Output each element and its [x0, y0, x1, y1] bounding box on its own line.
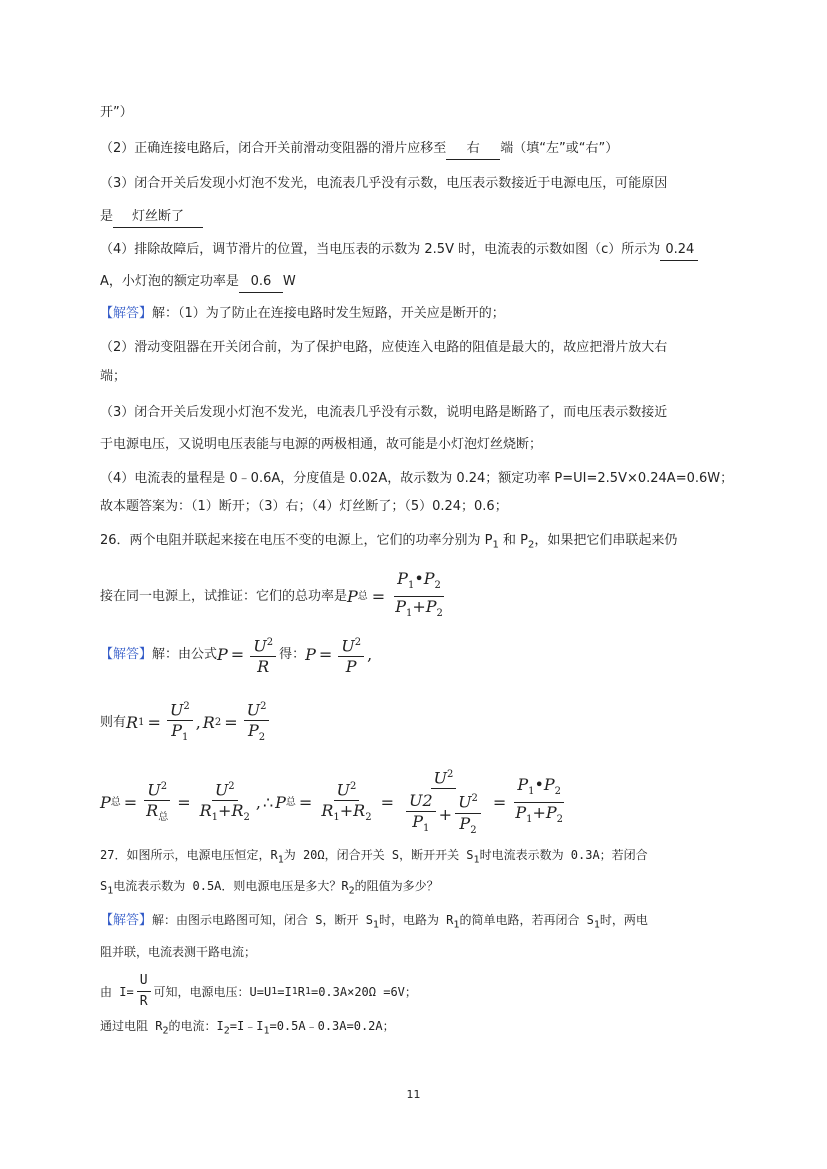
subscript: 2 [348, 885, 355, 897]
numerator: U2 [406, 792, 436, 812]
solution-27-line-2 [100, 942, 256, 962]
fraction [318, 778, 374, 828]
subscript: 1 [453, 919, 460, 931]
symbol: + [339, 801, 354, 821]
text: 的阻值为多少？ [354, 879, 439, 893]
subscript: 1 [372, 919, 379, 931]
subscript: 1 [263, 1025, 270, 1037]
subscript: 2 [365, 812, 372, 824]
superscript: 2 [350, 781, 357, 793]
symbol: R [202, 712, 215, 732]
question-26-line [100, 531, 677, 556]
text: （3）闭合开关后发现小灯泡不发光，电流表几乎没有示数，说明电路是断路了，而电压表示数接近 [100, 405, 668, 420]
symbol: R [231, 801, 244, 821]
numerator [338, 634, 364, 657]
denominator [512, 803, 566, 829]
symbol: P [515, 803, 527, 823]
text: 由 I= [100, 984, 134, 999]
symbol: U [169, 700, 184, 720]
numerator [334, 778, 360, 801]
answer-blank: 0.6 [239, 272, 283, 293]
page-number: 11 [406, 1088, 421, 1101]
superscript: 2 [260, 701, 267, 712]
answer-blank: 右 [446, 139, 500, 160]
numerator [144, 778, 170, 801]
text: =0.5A﹣0.3A=0.2A； [269, 1019, 395, 1033]
subscript: 2 [528, 539, 535, 551]
answer-line [100, 304, 505, 324]
symbol: U [246, 700, 261, 720]
symbol: P [171, 721, 182, 741]
subscript: 2 [214, 716, 222, 728]
answer-blank: 灯丝断了 [113, 207, 203, 228]
numerator [167, 698, 193, 721]
symbol: • [414, 569, 424, 588]
symbol: = [230, 645, 245, 665]
fraction [197, 778, 253, 828]
subscript: 1 [138, 716, 145, 728]
text: （2）正确连接电路后，闭合开关前滑动变阻器的滑片应移至 [100, 141, 447, 156]
fraction [244, 698, 270, 748]
subscript: 2 [434, 580, 441, 592]
symbol: + [412, 597, 426, 617]
subscript: 总 [158, 812, 169, 824]
text: 时，电路为 R [378, 913, 454, 927]
text: （3）闭合开关后发现小灯泡不发光，电流表几乎没有示数，电压表示数接近于电源电压，可能原因 [100, 176, 668, 191]
symbol: = [123, 792, 138, 812]
text: 通过电阻 R [100, 1019, 163, 1033]
text: 解：（1）为了防止在连接电路时发生短路，开关应是断开的； [152, 306, 505, 321]
symbol: P [543, 775, 555, 795]
question-27-line [100, 845, 648, 870]
symbol: = [177, 792, 191, 812]
subscript: 1 [473, 854, 480, 866]
text: （4）电流表的量程是 0﹣0.6A，分度值是 0.02A，故示数为 0.24；额定功率 P=UI=2.5V×0.24A=0.6W； [100, 471, 734, 486]
denominator [392, 597, 446, 623]
denominator [318, 801, 374, 827]
text: 接在同一电源上，试推证：它们的总功率是 [100, 588, 348, 604]
question-4-line [100, 240, 698, 261]
subscript: 1 [181, 732, 189, 744]
symbol: P [425, 597, 437, 617]
fraction [512, 776, 566, 829]
answer-line [100, 403, 667, 423]
subscript: 1 [405, 608, 413, 620]
denominator: R [139, 994, 148, 1009]
subscript: 1 [211, 812, 219, 824]
symbol: U [253, 636, 267, 656]
denominator [197, 801, 253, 827]
subscript: 2 [243, 812, 250, 824]
fraction [400, 766, 487, 840]
formula [305, 634, 372, 676]
fraction [143, 778, 171, 828]
symbol: • [534, 775, 544, 795]
text: A，小灯泡的额定功率是 [100, 274, 239, 289]
solution-27-line-3 [100, 972, 417, 1011]
subscript: 2 [223, 1025, 230, 1037]
symbol: P [412, 811, 424, 831]
symbol: R [321, 801, 334, 821]
text: （4）排除故障后，调节滑片的位置，当电压表的示数为 2.5V 时，电流表的示数如图（c）所示为 [100, 242, 661, 257]
answer-tag: 【解答】 [100, 306, 153, 321]
symbol: + [438, 805, 453, 825]
denominator [400, 789, 487, 840]
text: 则有 [100, 714, 127, 730]
question-4-line-2 [100, 272, 296, 293]
symbol: = [380, 792, 394, 812]
answer-tag: 【解答】 [100, 647, 153, 663]
superscript: 2 [471, 793, 478, 805]
symbol: P [397, 569, 408, 588]
symbol: P [100, 792, 111, 812]
symbol: P [459, 813, 471, 833]
text: 27．如图所示，电源电压恒定，R [100, 848, 278, 862]
symbol: P [423, 569, 435, 588]
subscript: 总 [357, 590, 368, 602]
text: 解：由图示电路图可知，闭合 S，断开 S [152, 913, 373, 927]
symbol: U [147, 780, 161, 800]
text: 开”） [100, 105, 133, 120]
symbol: U [341, 636, 355, 656]
text: 26．两个电阻并联起来接在电压不变的电源上，它们的功率分别为 P [100, 533, 493, 548]
symbol: , [367, 645, 373, 665]
subscript: 1 [528, 786, 535, 798]
denominator [143, 801, 171, 827]
numerator [394, 570, 444, 597]
subscript: 1 [492, 539, 499, 551]
text: 故本题答案为：（1）断开；（3）右；（4）灯丝断了；（5）0.24；0.6； [100, 499, 508, 514]
text: 和 P [498, 533, 528, 548]
numerator [431, 766, 457, 789]
answer-line [100, 469, 733, 489]
text: 的简单电路，若再闭合 S [459, 913, 594, 927]
denominator: R [257, 657, 270, 677]
numerator [212, 778, 238, 801]
subscript: 1 [107, 885, 114, 897]
denominator: P [345, 657, 357, 677]
fraction [167, 698, 193, 748]
superscript: 2 [228, 781, 235, 793]
symbol: R [199, 801, 212, 821]
denominator [456, 814, 479, 840]
text: W [282, 274, 296, 289]
symbol: P [395, 597, 406, 617]
fraction [250, 634, 276, 676]
text: 端； [100, 369, 127, 384]
subscript: 1 [593, 919, 600, 931]
superscript: 2 [183, 701, 190, 712]
symbol: P [275, 792, 286, 812]
denominator [409, 812, 432, 838]
solution-26-line-2 [100, 698, 272, 748]
text: 的电流：I [168, 1019, 224, 1033]
subscript: 2 [556, 814, 564, 826]
symbol: R [353, 801, 366, 821]
answer-line [100, 497, 508, 517]
fraction [338, 634, 364, 676]
solution-27-line [100, 910, 648, 935]
answer-line [100, 435, 542, 455]
text: 阻并联，电流表测干路电流； [100, 945, 257, 959]
symbol: U [433, 768, 447, 788]
subscript: 1 [304, 985, 311, 997]
text: 于电源电压，又说明电压表能与电源的两极相通，故可能是小灯泡灯丝烧断； [100, 437, 543, 452]
text: S [100, 879, 108, 893]
text: =0.3A×20Ω =6V； [310, 984, 417, 999]
symbol: = [147, 712, 161, 732]
symbol: ∴ [262, 792, 274, 812]
symbol: = [318, 645, 333, 665]
question-3-line [100, 174, 667, 194]
total-power-formula [347, 570, 449, 623]
symbol: = [492, 792, 507, 812]
symbol: P [545, 803, 557, 823]
symbol: P [347, 586, 358, 606]
subscript: 1 [423, 823, 430, 835]
symbol: , [255, 792, 261, 812]
answer-tag: 【解答】 [100, 913, 153, 928]
symbol: P [305, 645, 316, 665]
symbol: R [146, 801, 159, 821]
symbol: = [371, 586, 386, 606]
subscript: 2 [470, 824, 477, 836]
subscript: 1 [407, 580, 415, 592]
symbol: U [214, 780, 229, 800]
text: 是 [100, 209, 114, 224]
symbol: + [532, 803, 546, 823]
numerator [514, 776, 564, 803]
text: 端（填“左”或“右”） [500, 141, 619, 156]
symbol: P [517, 775, 529, 795]
symbol: P [217, 645, 228, 665]
denominator [168, 721, 191, 747]
subscript: 2 [554, 786, 562, 798]
text: =I [277, 984, 292, 999]
subscript: 2 [162, 1025, 169, 1037]
text: R [297, 984, 305, 999]
derivation-formula [100, 766, 569, 840]
answer-line [100, 338, 667, 358]
subscript: 1 [271, 985, 278, 997]
text: （2）滑动变阻器在开关闭合前，为了保护电路，应使连入电路的阻值是最大的，故应把滑片放大右 [100, 340, 668, 355]
symbol: , [195, 712, 201, 732]
text: ，如果把它们串联起来仍 [534, 533, 678, 548]
fraction [137, 972, 151, 1011]
numerator [455, 790, 481, 813]
subscript: 总 [285, 796, 296, 808]
subscript: 1 [291, 985, 298, 997]
superscript: 2 [266, 637, 274, 648]
denominator [245, 721, 268, 747]
symbol: = [224, 712, 238, 732]
question-26-formula-line [100, 570, 449, 623]
solution-27-line-4 [100, 1016, 395, 1041]
subscript: 2 [258, 732, 266, 744]
numerator [244, 698, 270, 721]
answer-blank: 0.24 [660, 240, 698, 261]
text: 可知，电源电压：U=U [153, 984, 272, 999]
subscript: 1 [333, 812, 340, 824]
subscript: 总 [110, 796, 121, 808]
superscript: 2 [447, 769, 454, 780]
symbol: P [247, 721, 259, 741]
fraction [392, 570, 446, 623]
superscript: 2 [160, 781, 168, 793]
subscript: 1 [526, 814, 533, 826]
symbol: U [336, 780, 350, 800]
superscript: 2 [354, 637, 362, 648]
answer-line [100, 367, 126, 387]
symbol: = [298, 792, 313, 812]
solution-26-derivation [100, 766, 569, 840]
text: =I﹣I [229, 1019, 264, 1033]
text: 解：由公式 [152, 647, 218, 663]
text-line [100, 103, 133, 123]
numerator: U [137, 972, 151, 992]
symbol: U [458, 792, 472, 812]
question-2-line [100, 139, 618, 160]
subscript: 2 [436, 608, 443, 620]
text: 电流表示数为 0.5A．则电源电压是多大？R [113, 879, 349, 893]
formula [126, 698, 272, 748]
symbol: + [218, 801, 232, 821]
solution-26-line [100, 634, 372, 676]
question-27-line-2 [100, 876, 439, 901]
text: 得： [279, 647, 306, 663]
question-3-answer-line [100, 207, 203, 228]
symbol: R [126, 712, 139, 732]
text: 为 20Ω，闭合开关 S，断开开关 S [283, 848, 474, 862]
fraction [406, 792, 436, 838]
text: 时，两电 [599, 913, 648, 927]
subscript: 1 [277, 854, 284, 866]
fraction [455, 790, 481, 840]
formula [217, 634, 279, 676]
numerator [250, 634, 276, 657]
text: 时电流表示数为 0.3A；若闭合 [479, 848, 648, 862]
